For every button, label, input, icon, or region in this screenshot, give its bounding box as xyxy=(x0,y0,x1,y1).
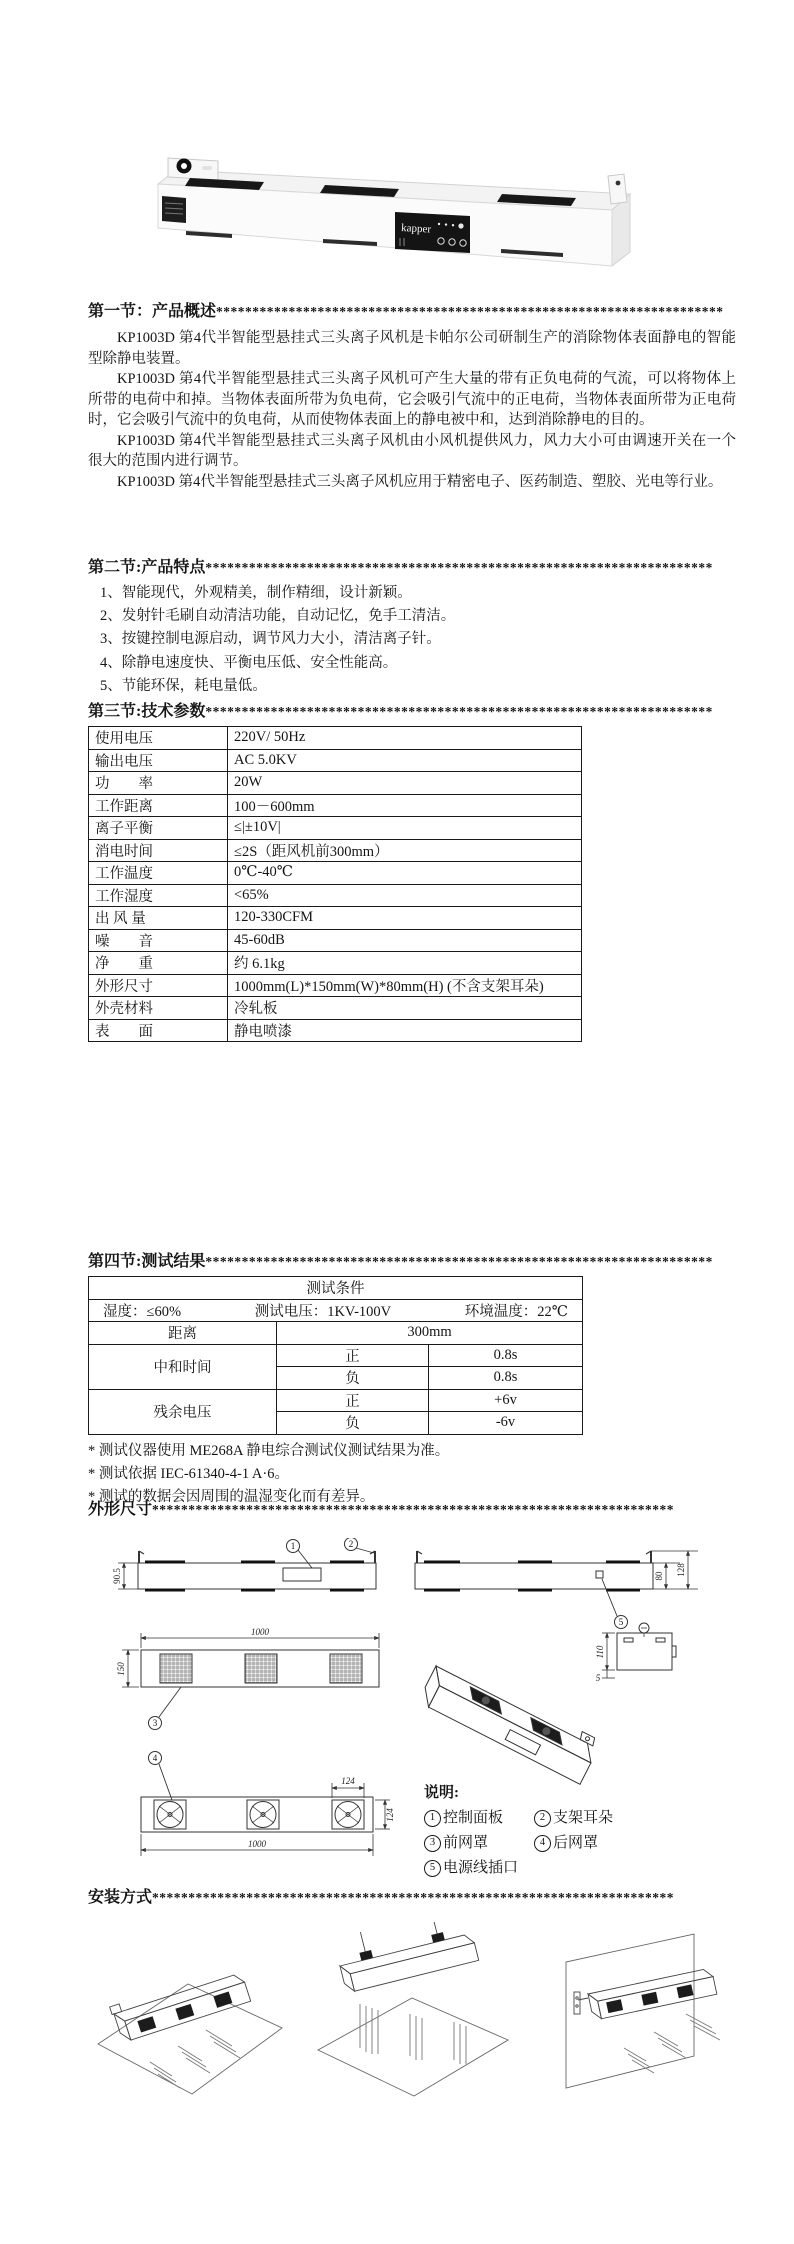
spec-label: 外形尺寸 xyxy=(89,974,228,997)
table-row xyxy=(89,772,582,795)
mounting-ear-left xyxy=(168,158,218,180)
spec-label: 离子平衡 xyxy=(89,817,228,840)
section-features-header xyxy=(88,556,736,580)
annotation-bracket-ear xyxy=(345,1538,375,1553)
svg-text:3: 3 xyxy=(152,1718,158,1728)
dim-fan-width: 124 xyxy=(341,1776,355,1786)
neutralization-neg-value: 0.8s xyxy=(429,1367,583,1390)
table-row xyxy=(89,794,582,817)
rear-fan-1 xyxy=(154,1800,186,1829)
spec-label: 功 率 xyxy=(89,772,228,795)
product-photo xyxy=(140,100,640,280)
legend-item: 2 支架耳朵 xyxy=(534,1806,613,1831)
cond-temperature: 环境温度：22℃ xyxy=(464,1303,569,1320)
isometric-view xyxy=(418,1659,602,1784)
polarity-sign: 负 xyxy=(277,1367,429,1390)
section-test-results xyxy=(88,1250,736,1509)
dimension-drawings xyxy=(88,1538,736,1868)
header-stars: ********************************************************************** xyxy=(205,1254,713,1269)
feature-item: 4、除静电速度快、平衡电压低、安全性能高。 xyxy=(100,654,398,671)
spec-label: 工作温度 xyxy=(89,862,228,885)
section-installation xyxy=(88,1886,736,2112)
section-specs-header xyxy=(88,700,736,724)
svg-text:1: 1 xyxy=(290,1541,296,1551)
dim-fan-height: 124 xyxy=(385,1808,395,1822)
distance-label: 距离 xyxy=(89,1322,277,1345)
feature-item: 5、节能环保，耗电量低。 xyxy=(100,677,267,694)
feature-item: 2、发射针毛刷自动清洁功能，自动记忆，免手工清洁。 xyxy=(100,608,456,625)
spec-value: 45-60dB xyxy=(228,929,582,952)
table-row xyxy=(89,1299,583,1322)
table-row xyxy=(89,1389,583,1412)
svg-text:5: 5 xyxy=(618,1617,624,1627)
spec-value: 0℃-40℃ xyxy=(228,862,582,885)
annotation-front-grille xyxy=(149,1687,182,1730)
section-features-title: 第二节:产品特点 xyxy=(88,559,206,576)
section-installation-title: 安装方式 xyxy=(88,1889,153,1906)
section-dimensions xyxy=(88,1498,736,1886)
control-panel xyxy=(395,212,470,253)
test-conditions-row xyxy=(89,1299,583,1322)
circled-number: 2 xyxy=(534,1810,551,1827)
spec-value: 220V/ 50Hz xyxy=(228,727,582,750)
spec-value: 100－600mm xyxy=(228,794,582,817)
table-row xyxy=(89,1277,583,1300)
header-stars: ************************************************************************ xyxy=(152,1890,675,1905)
rating-label xyxy=(162,196,186,223)
spec-value: 120-330CFM xyxy=(228,907,582,930)
header-stars: ********************************************************************** xyxy=(205,704,713,719)
dim-bracket-height: 110 xyxy=(595,1645,605,1659)
residual-neg-value: -6v xyxy=(429,1412,583,1435)
rear-fan-3 xyxy=(332,1800,364,1829)
spec-label: 表 面 xyxy=(89,1019,228,1042)
section-specs xyxy=(88,700,736,1042)
section-overview-header xyxy=(88,300,736,324)
spec-label: 外壳材料 xyxy=(89,997,228,1020)
test-table xyxy=(88,1276,583,1435)
overview-paragraph: KP1003D 第4代半智能型悬挂式三头离子风机可产生大量的带有正负电荷的气流，可以将物体上所带的电荷中和掉。当物体表面所带为负电荷，它会吸引气流中的正电荷，当物体表面所带为正电荷时，它会吸引气流中的负电荷，从而使物体表面上的静电被中和，达到消除静电的目的。 xyxy=(88,371,736,428)
rear-fan-2 xyxy=(247,1800,279,1829)
legend-title: 说明: xyxy=(424,1785,459,1801)
header-stars: ********************************************************************** xyxy=(205,560,713,575)
table-row xyxy=(89,929,582,952)
legend-item: 5 电源线插口 xyxy=(424,1856,532,1881)
table-row xyxy=(89,862,582,885)
table-row xyxy=(89,1322,583,1345)
spec-label: 工作距离 xyxy=(89,794,228,817)
table-row xyxy=(89,1019,582,1042)
control-panel-outline xyxy=(283,1568,321,1581)
note-line: * 测试的数据会因周围的温湿变化而有差异。 xyxy=(88,1488,375,1505)
section-specs-title: 第三节:技术参数 xyxy=(88,703,206,720)
header-stars: ********************************************************************** xyxy=(216,304,724,319)
annotation-rear-grille xyxy=(149,1752,173,1801)
spec-value: 1000mm(L)*150mm(W)*80mm(H) (不含支架耳朵) xyxy=(228,974,582,997)
airflow-lines xyxy=(624,2014,720,2073)
polarity-sign: 负 xyxy=(277,1412,429,1435)
table-row xyxy=(89,749,582,772)
section-installation-header xyxy=(88,1886,736,1910)
rear-view xyxy=(415,1551,698,1629)
install-suspended-diagram xyxy=(312,1922,512,2112)
ionizer-bar-photo xyxy=(158,158,630,266)
residual-pos-value: +6v xyxy=(429,1389,583,1412)
spec-label: 消电时间 xyxy=(89,839,228,862)
dim-bracket-offset: 5 xyxy=(595,1673,601,1683)
polarity-sign: 正 xyxy=(277,1344,429,1367)
svg-text:2: 2 xyxy=(348,1539,354,1549)
table-row xyxy=(89,907,582,930)
section-test-header xyxy=(88,1250,736,1274)
end-view xyxy=(595,1623,676,1683)
overview-paragraph: KP1003D 第4代半智能型悬挂式三头离子风机应用于精密电子、医药制造、塑胶、光电等行业。 xyxy=(117,473,723,490)
section-features xyxy=(88,556,736,698)
legend-item: 1 控制面板 xyxy=(424,1806,532,1831)
spec-table xyxy=(88,726,582,1042)
dim-length: 1000 xyxy=(251,1627,269,1637)
spec-value: <65% xyxy=(228,884,582,907)
cond-voltage: 测试电压：1KV-100V xyxy=(254,1303,392,1320)
spec-label: 工作湿度 xyxy=(89,884,228,907)
svg-text:4: 4 xyxy=(152,1753,158,1763)
wall-bracket xyxy=(574,1992,588,2014)
feature-item: 1、智能现代，外观精美，制作精细，设计新颖。 xyxy=(100,585,412,601)
spec-value: 冷轧板 xyxy=(228,997,582,1020)
spec-value: AC 5.0KV xyxy=(228,749,582,772)
iso-ear xyxy=(579,1732,597,1746)
spec-label: 使用电压 xyxy=(89,727,228,750)
table-row xyxy=(89,727,582,750)
overview-paragraph: KP1003D 第4代半智能型悬挂式三头离子风机是卡帕尔公司研制生产的消除物体表面静电的智能型除静电装置。 xyxy=(88,330,736,367)
front-view xyxy=(112,1538,376,1590)
spec-value: 约 6.1kg xyxy=(228,952,582,975)
dim-total-height: 128 xyxy=(676,1563,686,1577)
distance-value: 300mm xyxy=(277,1322,583,1345)
spec-value: ≤|±10V| xyxy=(228,817,582,840)
airflow-lines xyxy=(360,2004,466,2064)
circled-number: 3 xyxy=(424,1835,441,1852)
circled-number: 4 xyxy=(534,1835,551,1852)
table-row xyxy=(89,839,582,862)
spec-value: 静电喷漆 xyxy=(228,1019,582,1042)
top-view xyxy=(116,1627,379,1687)
dim-body-height: 80 xyxy=(654,1571,664,1581)
section-overview-title: 第一节：产品概述 xyxy=(88,303,217,320)
legend-item: 4 后网罩 xyxy=(534,1831,613,1856)
section-overview xyxy=(88,300,736,492)
spec-value: ≤2S（距风机前300mm） xyxy=(228,839,582,862)
dim-bottom-length: 1000 xyxy=(248,1839,266,1849)
neutralization-label: 中和时间 xyxy=(89,1344,277,1389)
cond-humidity: 湿度：≤60% xyxy=(103,1303,182,1320)
dim-front-height: 90.5 xyxy=(112,1568,122,1584)
table-row xyxy=(89,817,582,840)
annotation-power-inlet xyxy=(602,1579,628,1629)
section-test-title: 第四节:测试结果 xyxy=(88,1253,206,1270)
section-dimensions-header xyxy=(88,1498,736,1522)
table-row xyxy=(89,952,582,975)
neutralization-pos-value: 0.8s xyxy=(429,1344,583,1367)
spec-value: 20W xyxy=(228,772,582,795)
bottom-view xyxy=(141,1776,395,1856)
spec-label: 出 风 量 xyxy=(89,907,228,930)
mounting-ear-right xyxy=(608,174,627,204)
header-stars: ************************************************************************ xyxy=(152,1502,675,1517)
section-dimensions-title: 外形尺寸 xyxy=(88,1501,153,1518)
install-benchtop-diagram xyxy=(88,1922,288,2112)
test-conditions-header: 测试条件 xyxy=(89,1277,583,1300)
install-wallmount-diagram xyxy=(536,1922,736,2112)
residual-label: 残余电压 xyxy=(89,1389,277,1434)
feature-item: 3、按键控制电源启动，调节风力大小，清洁离子针。 xyxy=(100,631,441,648)
note-line: * 测试依据 IEC-61340-4-1 A·6。 xyxy=(88,1465,289,1482)
spec-label: 净 重 xyxy=(89,952,228,975)
annotation-control-panel xyxy=(287,1540,313,1569)
drawing-legend xyxy=(424,1781,613,1881)
legend-item: 3 前网罩 xyxy=(424,1831,532,1856)
table-row xyxy=(89,884,582,907)
front-grilles xyxy=(160,1654,362,1683)
dim-width: 150 xyxy=(116,1662,126,1676)
overview-paragraph: KP1003D 第4代半智能型悬挂式三头离子风机由小风机提供风力，风力大小可由调速开关在一个很大的范围内进行调节。 xyxy=(88,432,736,469)
spec-label: 噪 音 xyxy=(89,929,228,952)
table-row xyxy=(89,974,582,997)
table-row xyxy=(89,997,582,1020)
table-row xyxy=(89,1344,583,1367)
power-inlet-outline xyxy=(596,1571,603,1578)
polarity-sign: 正 xyxy=(277,1389,429,1412)
circled-number: 1 xyxy=(424,1810,441,1827)
note-line: * 测试仪器使用 ME268A 静电综合测试仪测试结果为准。 xyxy=(88,1442,450,1459)
spec-label: 输出电压 xyxy=(89,749,228,772)
circled-number: 5 xyxy=(424,1860,441,1877)
brand-logo: kapper xyxy=(400,222,432,236)
